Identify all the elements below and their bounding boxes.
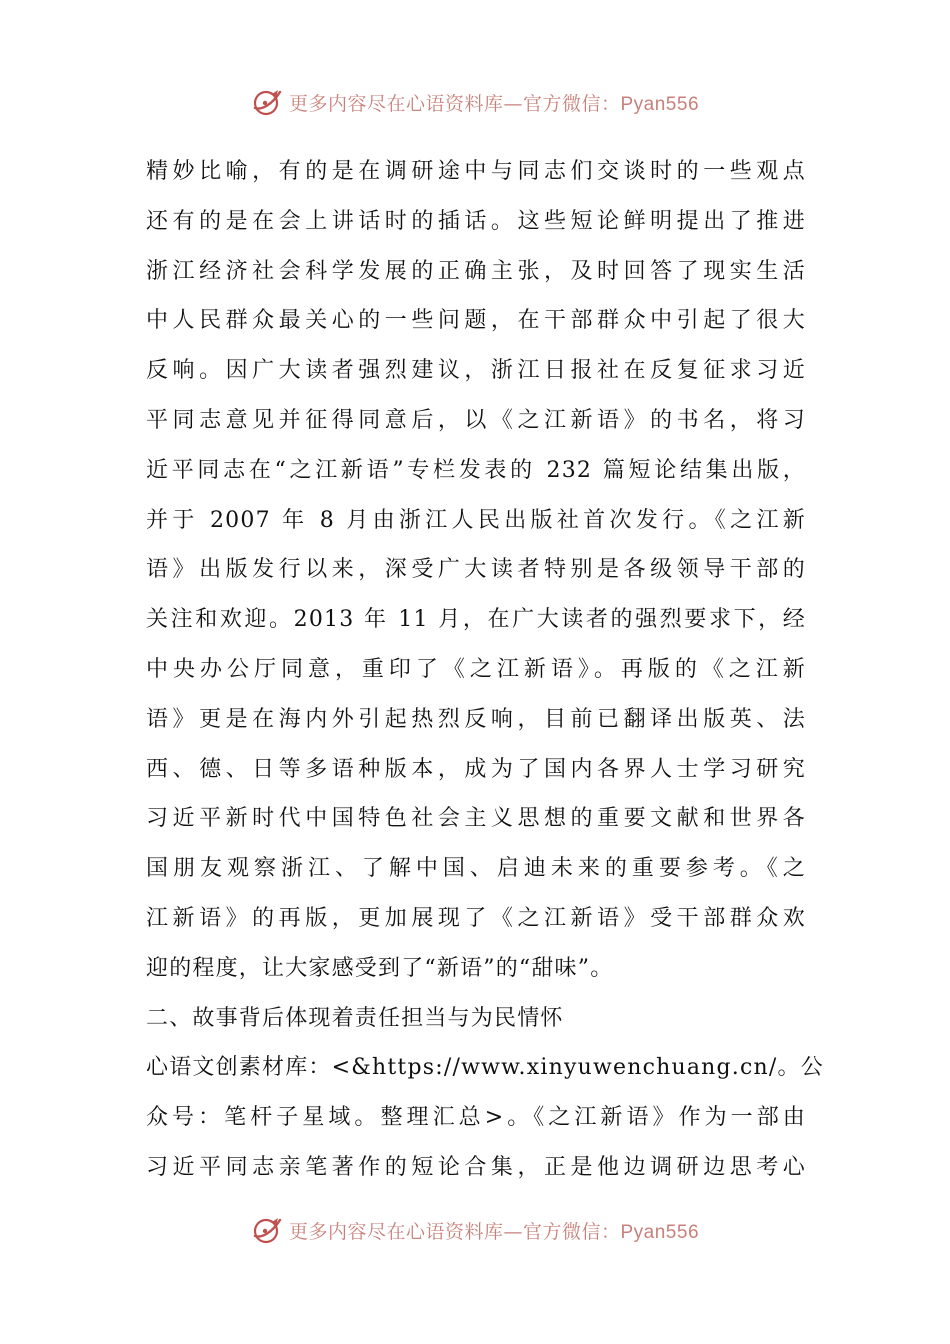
- section-heading: 二、故事背后体现着责任担当与为民情怀: [146, 1005, 564, 1031]
- body-line: 习近平同志亲笔著作的短论合集，正是他边调研边思考心: [146, 1154, 806, 1180]
- header-banner-wechat: 官方微信：: [522, 92, 621, 115]
- footer-banner-text: [289, 1217, 699, 1244]
- header-banner-main: 更多内容尽在心语资料库: [288, 92, 504, 115]
- body-line: 中人民群众最关心的一些问题，在干部群众中引起了很大: [146, 308, 806, 334]
- body-line: 并于 2007 年 8 月由浙江人民出版社首次发行。《之江新: [146, 507, 806, 533]
- header-banner-dash: —: [503, 92, 523, 115]
- body-line: 国朋友观察浙江、了解中国、启迪未来的重要参考。《之: [146, 856, 806, 882]
- body-line: 中央办公厅同意，重印了《之江新语》。再版的《之江新: [146, 656, 806, 682]
- document-body: [146, 147, 824, 1193]
- pen-logo-icon: [251, 1214, 283, 1246]
- footer-banner-wechat: 官方微信：: [522, 1220, 621, 1243]
- body-line: 众号：笔杆子星域。整理汇总>。《之江新语》作为一部由: [146, 1105, 806, 1131]
- footer-banner: [0, 1210, 950, 1250]
- header-banner-text: [289, 89, 699, 116]
- body-line-paragraph-end: 迎的程度，让大家感受到了“新语”的“甜味”。: [146, 955, 614, 981]
- body-line: 语》出版发行以来，深受广大读者特别是各级领导干部的: [146, 557, 806, 583]
- body-line: 近平同志在“之江新语”专栏发表的 232 篇短论结集出版，: [146, 457, 806, 483]
- header-banner: [0, 82, 950, 122]
- body-line: 精妙比喻，有的是在调研途中与同志们交谈时的一些观点: [146, 159, 806, 184]
- body-line: 反响。因广大读者强烈建议，浙江日报社在反复征求习近: [146, 358, 806, 384]
- body-line: 心语文创素材库：<&https://www.xinyuwenchuang.cn/。公: [146, 1055, 824, 1081]
- pen-logo-icon: [251, 86, 283, 118]
- body-line: 习近平新时代中国特色社会主义思想的重要文献和世界各: [146, 806, 806, 832]
- body-line: 西、德、日等多语种版本，成为了国内各界人士学习研究: [146, 756, 806, 782]
- body-line: 还有的是在会上讲话时的插话。这些短论鲜明提出了推进: [146, 208, 806, 234]
- body-line: 江新语》的再版，更加展现了《之江新语》受干部群众欢: [146, 905, 806, 931]
- footer-banner-main: 更多内容尽在心语资料库: [288, 1220, 504, 1243]
- body-line: 语》更是在海内外引起热烈反响，目前已翻译出版英、法: [146, 706, 806, 732]
- body-line: 关注和欢迎。2013 年 11 月，在广大读者的强烈要求下，经: [146, 607, 806, 633]
- body-line: 浙江经济社会科学发展的正确主张，及时回答了现实生活: [146, 258, 806, 284]
- footer-banner-dash: —: [503, 1220, 523, 1243]
- body-line: 平同志意见并征得同意后，以《之江新语》的书名，将习: [146, 407, 806, 433]
- header-banner-id: Pyan556: [620, 93, 700, 115]
- footer-banner-id: Pyan556: [620, 1221, 700, 1243]
